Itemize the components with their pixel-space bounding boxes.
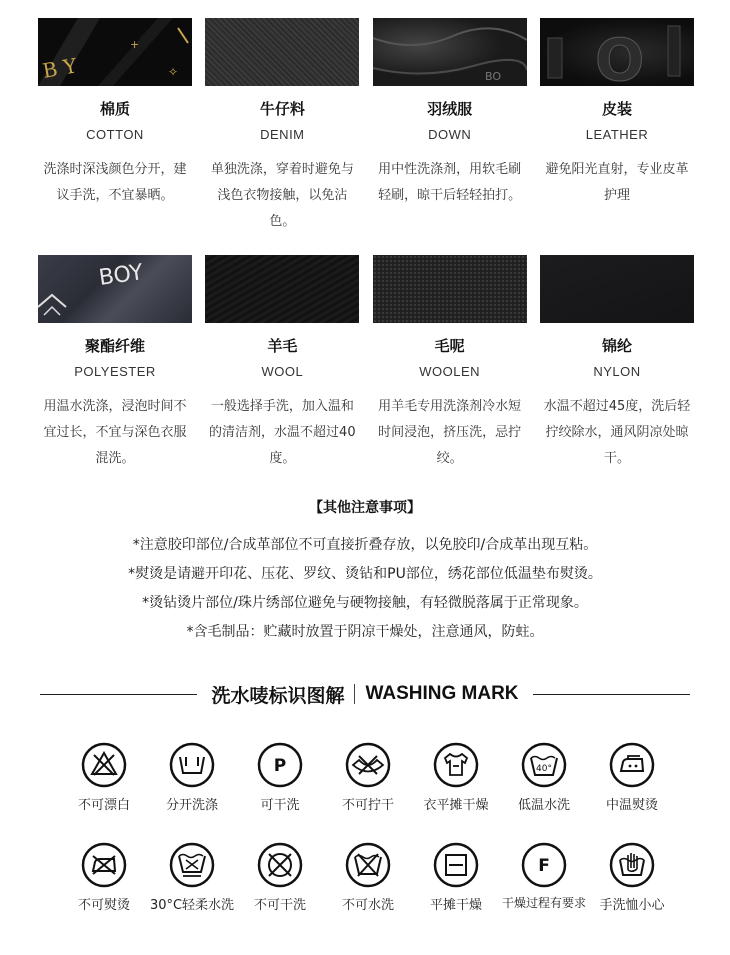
fabric-name-en: COTTON	[86, 127, 144, 142]
care-symbol-label: 分开洗涤	[165, 798, 218, 813]
note-line: *注意胶印部位/合成革部位不可直接折叠存放，以免胶印/合成革出现互粘。	[132, 537, 598, 553]
fabric-card-wool	[205, 255, 359, 472]
other-notes-section	[0, 497, 730, 647]
care-symbol	[501, 742, 587, 813]
fabric-care-desc: 用羊毛专用洗涤剂冷水短时间浸泡，挤压洗，忌拧绞。	[378, 399, 522, 466]
title-separator	[354, 684, 355, 704]
care-symbol	[589, 742, 675, 813]
care-symbol-label: 不可水洗	[341, 898, 394, 913]
no-iron-icon	[81, 842, 127, 888]
fabric-name-en: WOOLEN	[419, 364, 481, 379]
fabric-row-2	[38, 255, 694, 472]
leather-swatch-letters: O	[594, 26, 645, 86]
fabric-care-desc: 用温水洗涤，浸泡时间不宜过长，不宜与深色衣服混洗。	[43, 399, 187, 466]
fabric-card-nylon	[540, 255, 694, 472]
leather-swatch-image	[540, 18, 694, 86]
care-symbol	[149, 842, 235, 913]
care-symbol	[237, 742, 323, 813]
polyester-swatch-image	[38, 255, 192, 323]
fabric-name-cn: 牛仔料	[259, 100, 305, 118]
washing-mark-title-en: WASHING MARK	[365, 683, 519, 704]
fabric-name-en: LEATHER	[585, 127, 649, 142]
divider-right	[533, 694, 690, 695]
fabric-care-grid	[38, 18, 694, 472]
care-symbol	[61, 742, 147, 813]
care-symbol	[325, 842, 411, 913]
care-symbol-label: 不可干洗	[253, 898, 306, 913]
fabric-card-down	[373, 18, 527, 235]
care-symbol-label: 可干洗	[260, 798, 300, 813]
washing-mark-title-cn: 洗水唛标识图解	[211, 684, 345, 707]
fabric-name-cn: 棉质	[99, 100, 130, 118]
other-notes-list	[0, 531, 730, 647]
polyester-swatch-letters: BOY	[97, 260, 145, 291]
fabric-care-desc: 单独洗涤，穿着时避免与浅色衣物接触，以免沾色。	[210, 162, 354, 229]
fabric-care-desc: 洗涤时深浅颜色分开，建议手洗，不宜暴晒。	[43, 162, 187, 203]
flat-dry-shirt-icon	[433, 742, 479, 788]
care-symbol-label: 低温水洗	[517, 798, 570, 813]
fabric-name-cn: 羽绒服	[427, 100, 473, 118]
care-symbol-label: 不可熨烫	[77, 898, 130, 913]
care-symbol	[325, 742, 411, 813]
down-swatch-letters: BO	[484, 70, 501, 83]
care-icons-row-2	[61, 842, 675, 913]
wool-swatch-image	[205, 255, 359, 323]
fabric-care-desc: 一般选择手洗，加入温和的清洁剂，水温不超过40度。	[209, 399, 356, 466]
separate-wash-icon	[169, 742, 215, 788]
svg-text:40°: 40°	[536, 764, 552, 774]
denim-swatch-image	[205, 18, 359, 86]
dry-clean-f-icon	[521, 842, 567, 888]
fabric-name-cn: 锦纶	[601, 337, 632, 355]
fabric-name-cn: 羊毛	[267, 337, 298, 355]
fabric-name-en: POLYESTER	[74, 364, 156, 379]
svg-text:F: F	[538, 856, 550, 876]
hand-wash-icon	[609, 842, 655, 888]
care-symbol	[589, 842, 675, 913]
down-quilt-pattern	[373, 18, 527, 86]
note-line: *含毛制品：贮藏时放置于阴凉干燥处，注意通风，防蛀。	[186, 624, 544, 640]
care-symbol-label: 中温熨烫	[605, 798, 658, 813]
no-bleach-icon	[81, 742, 127, 788]
washing-mark-title	[197, 681, 532, 708]
cotton-swatch-image	[38, 18, 192, 86]
care-symbol	[237, 842, 323, 913]
svg-text:+: +	[130, 38, 140, 51]
fabric-card-denim	[205, 18, 359, 235]
flat-dry-icon	[433, 842, 479, 888]
care-symbol	[501, 842, 587, 913]
other-notes-title: 【其他注意事项】	[309, 500, 421, 516]
polyester-print-pattern	[38, 255, 192, 323]
fabric-name-en: WOOL	[261, 364, 304, 379]
cotton-swatch-letters: B Y	[40, 53, 79, 83]
woolen-swatch-image	[373, 255, 527, 323]
fabric-card-cotton	[38, 18, 192, 235]
dry-clean-p-icon	[257, 742, 303, 788]
care-symbol-label: 不可漂白	[77, 798, 130, 813]
care-symbol	[149, 742, 235, 813]
cotton-print-pattern	[38, 18, 192, 86]
fabric-card-leather	[540, 18, 694, 235]
care-symbol	[61, 842, 147, 913]
svg-text:✧: ✧	[168, 65, 179, 79]
svg-text:P: P	[273, 756, 287, 776]
fabric-name-en: NYLON	[593, 364, 641, 379]
fabric-card-woolen	[373, 255, 527, 472]
no-dry-clean-icon	[257, 842, 303, 888]
medium-iron-icon	[609, 742, 655, 788]
no-wring-icon	[345, 742, 391, 788]
care-symbol-label: 30°C轻柔水洗	[149, 898, 235, 913]
fabric-card-polyester	[38, 255, 192, 472]
care-symbol	[413, 842, 499, 913]
fabric-name-en: DOWN	[428, 127, 472, 142]
fabric-row-1	[38, 18, 694, 235]
low-temp-wash-icon	[521, 742, 567, 788]
no-wash-icon	[345, 842, 391, 888]
care-symbol-label: 手洗恤小心	[599, 898, 665, 913]
fabric-name-cn: 皮装	[601, 100, 632, 118]
care-symbol-label: 干燥过程有要求	[501, 896, 586, 910]
down-swatch-image	[373, 18, 527, 86]
divider-left	[40, 694, 197, 695]
care-symbol	[413, 742, 499, 813]
washing-mark-header	[40, 680, 690, 708]
care-symbol-label: 衣平摊干燥	[423, 798, 489, 813]
fabric-care-desc: 避免阳光直射，专业皮革护理	[545, 162, 689, 203]
care-icons-row-1	[61, 742, 675, 813]
care-symbol-label: 平摊干燥	[429, 898, 482, 913]
note-line: *熨烫是请避开印花、压花、罗纹、烫钻和PU部位，绣花部位低温垫布熨烫。	[128, 566, 602, 582]
fabric-name-en: DENIM	[260, 127, 305, 142]
fabric-care-desc: 用中性洗涤剂，用软毛刷轻刷，晾干后轻轻拍打。	[378, 162, 522, 203]
care-symbol-label: 不可拧干	[341, 798, 394, 813]
nylon-swatch-image	[540, 255, 694, 323]
gentle-wash-30-icon	[169, 842, 215, 888]
fabric-name-cn: 毛呢	[434, 337, 465, 355]
leather-emboss-pattern	[540, 18, 694, 86]
fabric-name-cn: 聚酯纤维	[84, 337, 145, 355]
note-line: *烫钻烫片部位/珠片绣部位避免与硬物接触，有轻微脱落属于正常现象。	[142, 595, 588, 611]
fabric-care-desc: 水温不超过45度，洗后轻拧绞除水，通风阴凉处晾干。	[543, 399, 691, 466]
